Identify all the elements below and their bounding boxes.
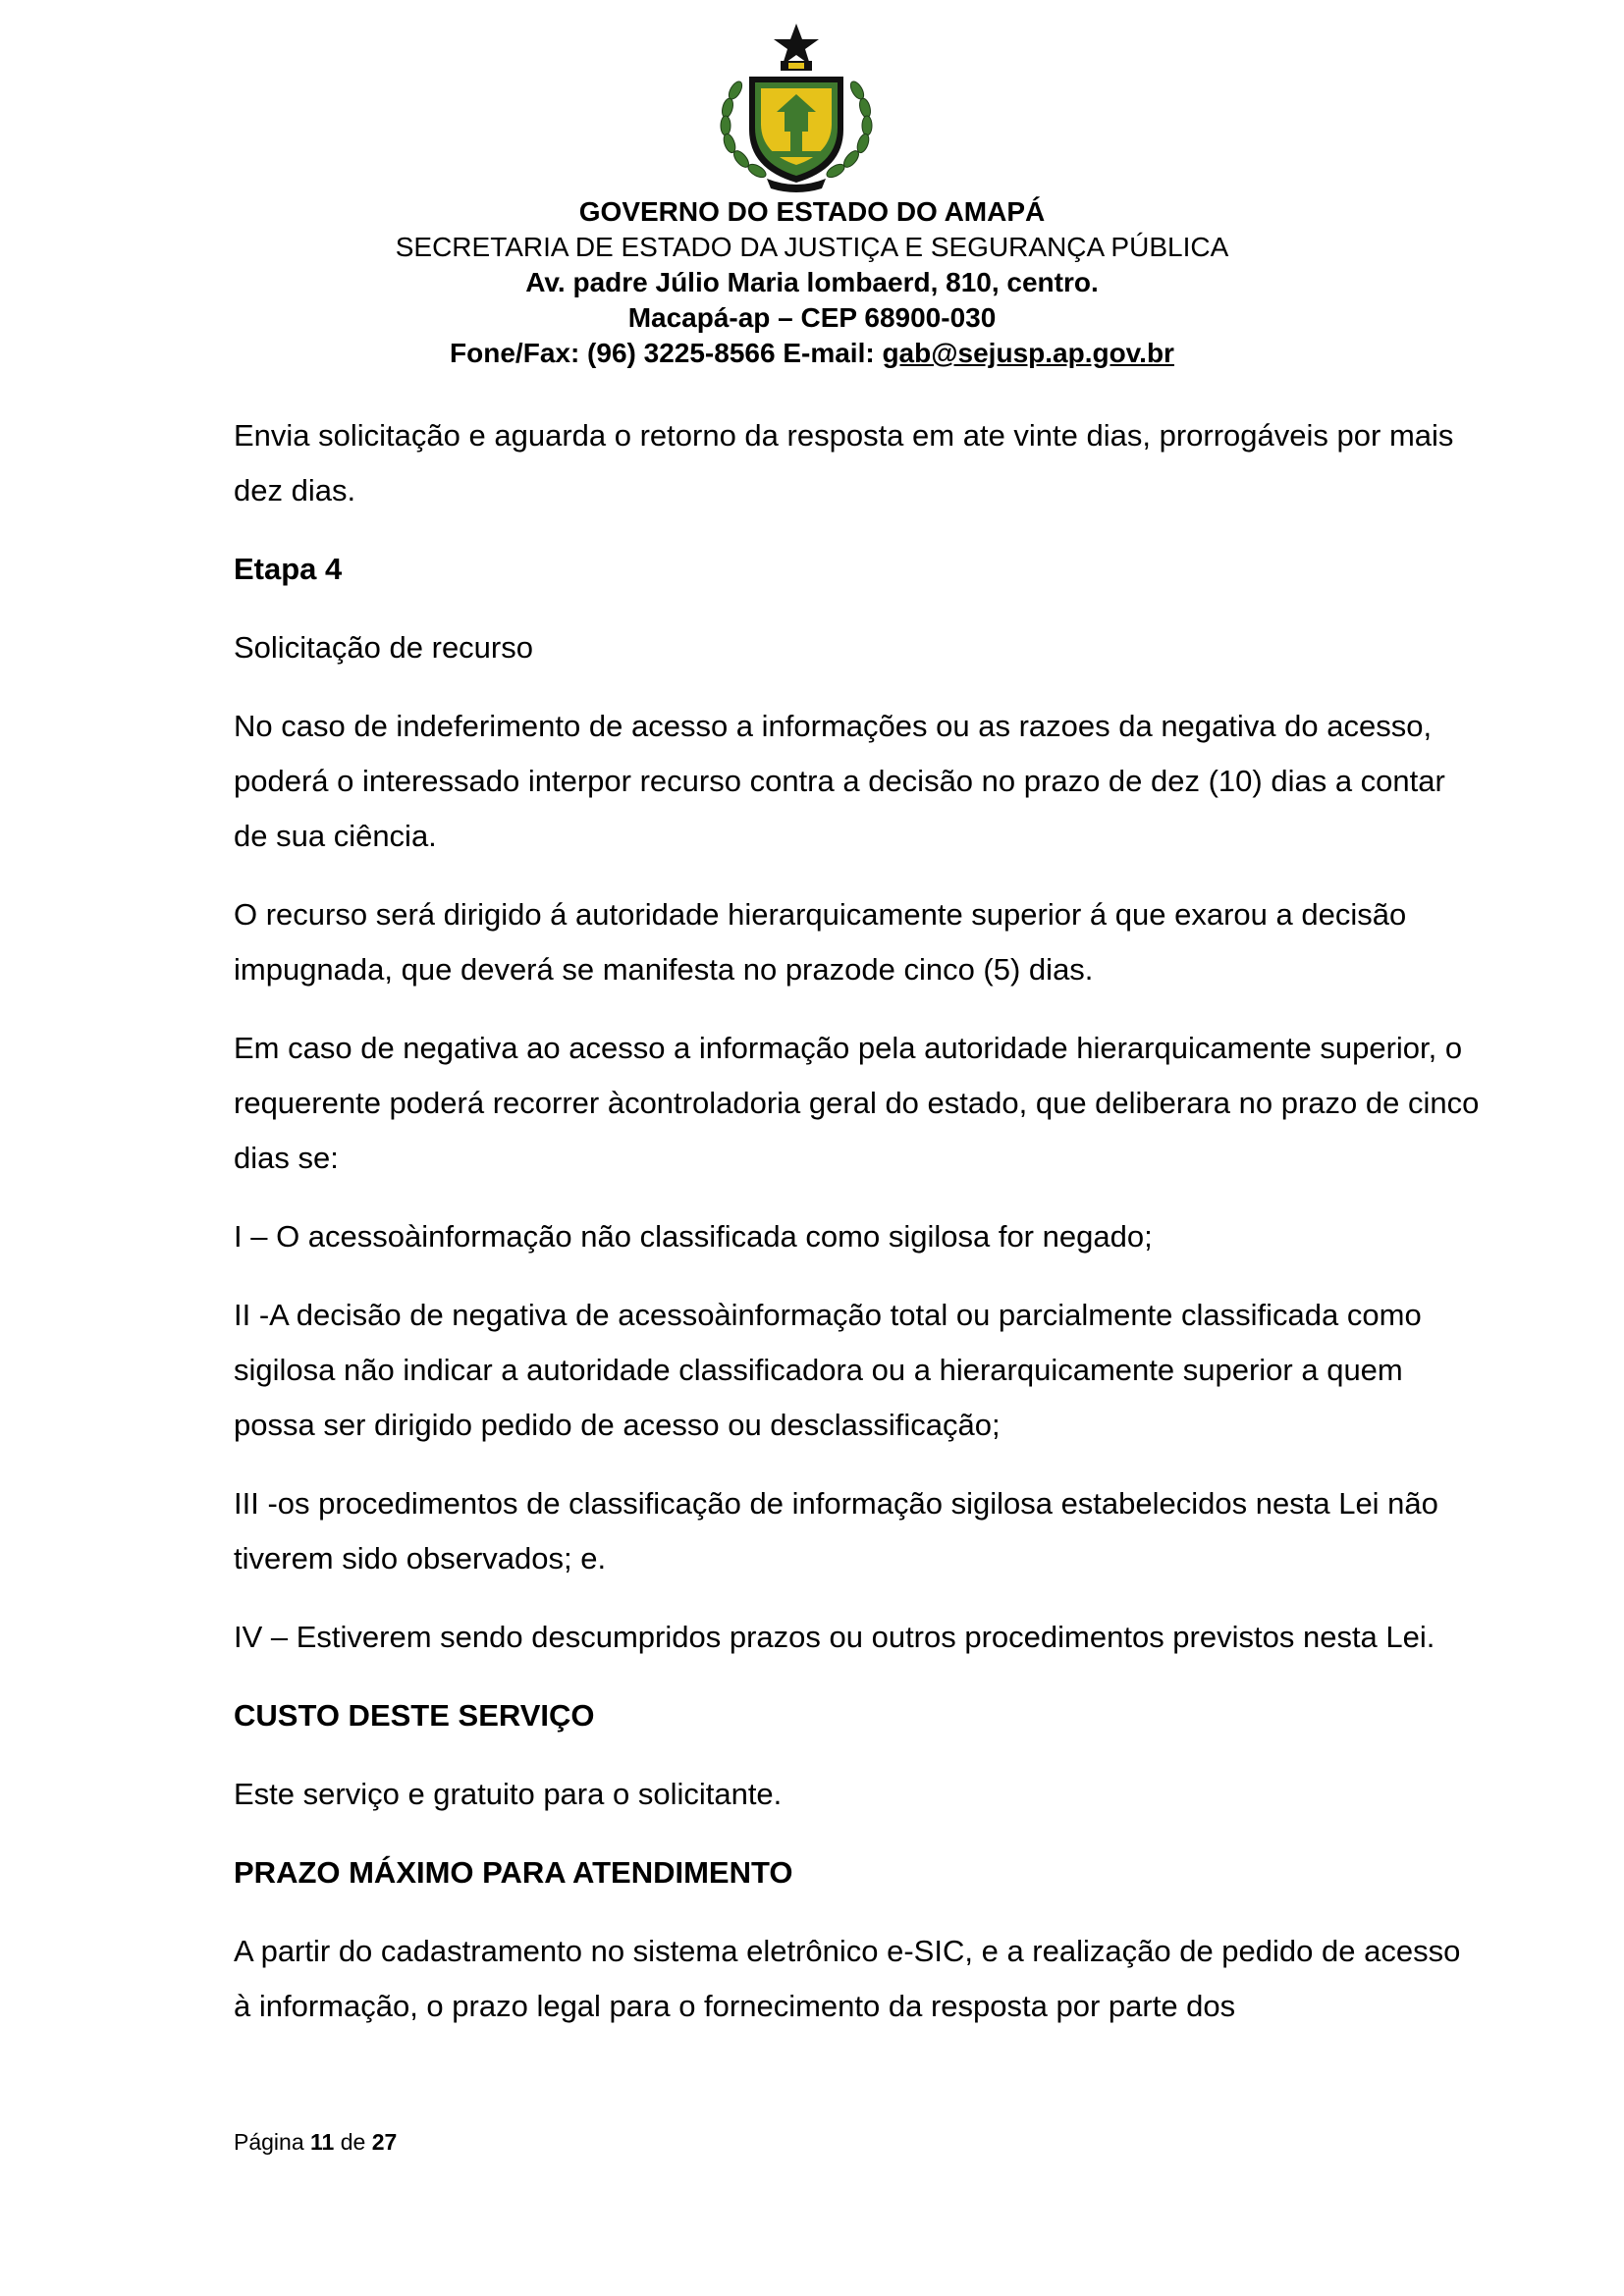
paragraph-appeal-authority: O recurso será dirigido á autoridade hierarquicamente superior á que exarou a decisão impugnada, que deverá se manifesta no prazode cinco (5) dias. [234, 897, 1407, 987]
contact-line [0, 336, 1624, 371]
contact-prefix: Fone/Fax: (96) 3225-8566 E-mail: [450, 338, 883, 368]
state-coat-of-arms-icon [697, 22, 895, 196]
total-pages: 27 [371, 2129, 398, 2155]
page-footer [234, 2128, 397, 2156]
letterhead [0, 194, 1624, 371]
list-item: II -A decisão de negativa de acessoàinformação total ou parcialmente classificada como sigilosa não indicar a autoridade classificadora ou a hierarquicamente superior a quem possa ser dirigido pedido de acesso ou desclassificação; [234, 1298, 1422, 1442]
list-item: III -os procedimentos de classificação de informação sigilosa estabelecidos nesta Lei não tiverem sido observados; e. [234, 1486, 1438, 1575]
list-item: I – O acessoàinformação não classificada como sigilosa for negado; [234, 1219, 1153, 1254]
cost-text: Este serviço e gratuito para o solicitante. [234, 1777, 783, 1811]
paragraph-request-wait: Envia solicitação e aguarda o retorno da resposta em ate vinte dias, prorrogáveis por mais dez dias. [234, 418, 1454, 507]
list-item: IV – Estiverem sendo descumpridos prazos ou outros procedimentos previstos nesta Lei. [234, 1620, 1435, 1654]
deadline-text: A partir do cadastramento no sistema eletrônico e-SIC, e a realização de pedido de acesso à informação, o prazo legal para o fornecimento da resposta por parte dos [234, 1934, 1461, 2023]
government-name: GOVERNO DO ESTADO DO AMAPÁ [578, 196, 1046, 227]
secretariat-name: SECRETARIA DE ESTADO DA JUSTIÇA E SEGURANÇA PÚBLICA [395, 232, 1229, 262]
deadline-heading: PRAZO MÁXIMO PARA ATENDIMENTO [234, 1855, 793, 1890]
email-link[interactable]: gab@sejusp.ap.gov.br [882, 338, 1174, 368]
stage-heading: Etapa 4 [234, 552, 343, 586]
document-body [234, 408, 1481, 2057]
page-label: Página [234, 2129, 304, 2155]
paragraph-appeal: No caso de indeferimento de acesso a informações ou as razoes da negativa do acesso, poderá o interessado interpor recurso contra a decisão no prazo de dez (10) dias a contar de sua ciência. [234, 709, 1445, 853]
city-line: Macapá-ap – CEP 68900-030 [627, 302, 997, 333]
page-number: 11 [310, 2129, 335, 2155]
cost-heading: CUSTO DESTE SERVIÇO [234, 1698, 595, 1733]
paragraph-controladoria: Em caso de negativa ao acesso a informação pela autoridade hierarquicamente superior, o requerente poderá recorrer àcontroladoria geral do estado, que deliberara no prazo de cinco dias se: [234, 1031, 1480, 1175]
address-line: Av. padre Júlio Maria lombaerd, 810, centro. [525, 267, 1099, 297]
stage-title: Solicitação de recurso [234, 630, 533, 665]
of-label: de [340, 2129, 366, 2155]
